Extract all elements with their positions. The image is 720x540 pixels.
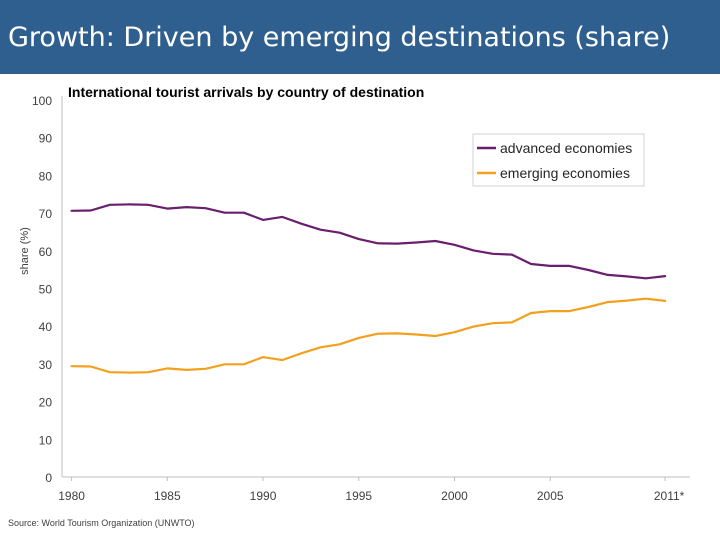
slide-header (0, 0, 720, 74)
series-line-advanced (72, 204, 666, 278)
legend-label: advanced economies (500, 140, 633, 156)
slide-title: Growth: Driven by emerging destinations (share) (8, 22, 671, 53)
chart-title: International tourist arrivals by country of destination (68, 84, 425, 100)
y-tick-label: 50 (38, 282, 52, 297)
x-tick-labels (58, 477, 684, 503)
x-tick-label: 1985 (153, 489, 181, 503)
series-line-emerging (72, 299, 666, 373)
source-note: Source: World Tourism Organization (UNWTO) (8, 518, 195, 528)
y-tick-label: 80 (38, 169, 52, 184)
y-axis-label: share (%) (19, 227, 31, 275)
y-tick-label: 10 (38, 433, 52, 448)
y-tick-label: 0 (45, 471, 52, 485)
series-lines (72, 204, 666, 372)
y-tick-label: 70 (38, 207, 52, 222)
x-tick-label: 2005 (536, 489, 564, 503)
y-tick-label: 30 (38, 357, 52, 372)
y-tick-labels (32, 94, 52, 485)
y-tick-label: 20 (38, 395, 52, 410)
line-chart (0, 74, 720, 518)
x-tick-label: 2011* (653, 489, 685, 503)
chart-legend (473, 134, 644, 186)
y-tick-label: 90 (38, 131, 52, 146)
y-tick-label: 100 (31, 94, 52, 108)
x-tick-label: 1990 (249, 489, 277, 503)
y-tick-label: 40 (38, 320, 52, 335)
x-tick-label: 2000 (441, 489, 468, 503)
x-tick-label: 1995 (345, 489, 373, 503)
y-tick-label: 60 (38, 244, 52, 259)
legend-label: emerging economies (500, 165, 630, 181)
x-tick-label: 1980 (58, 489, 85, 503)
